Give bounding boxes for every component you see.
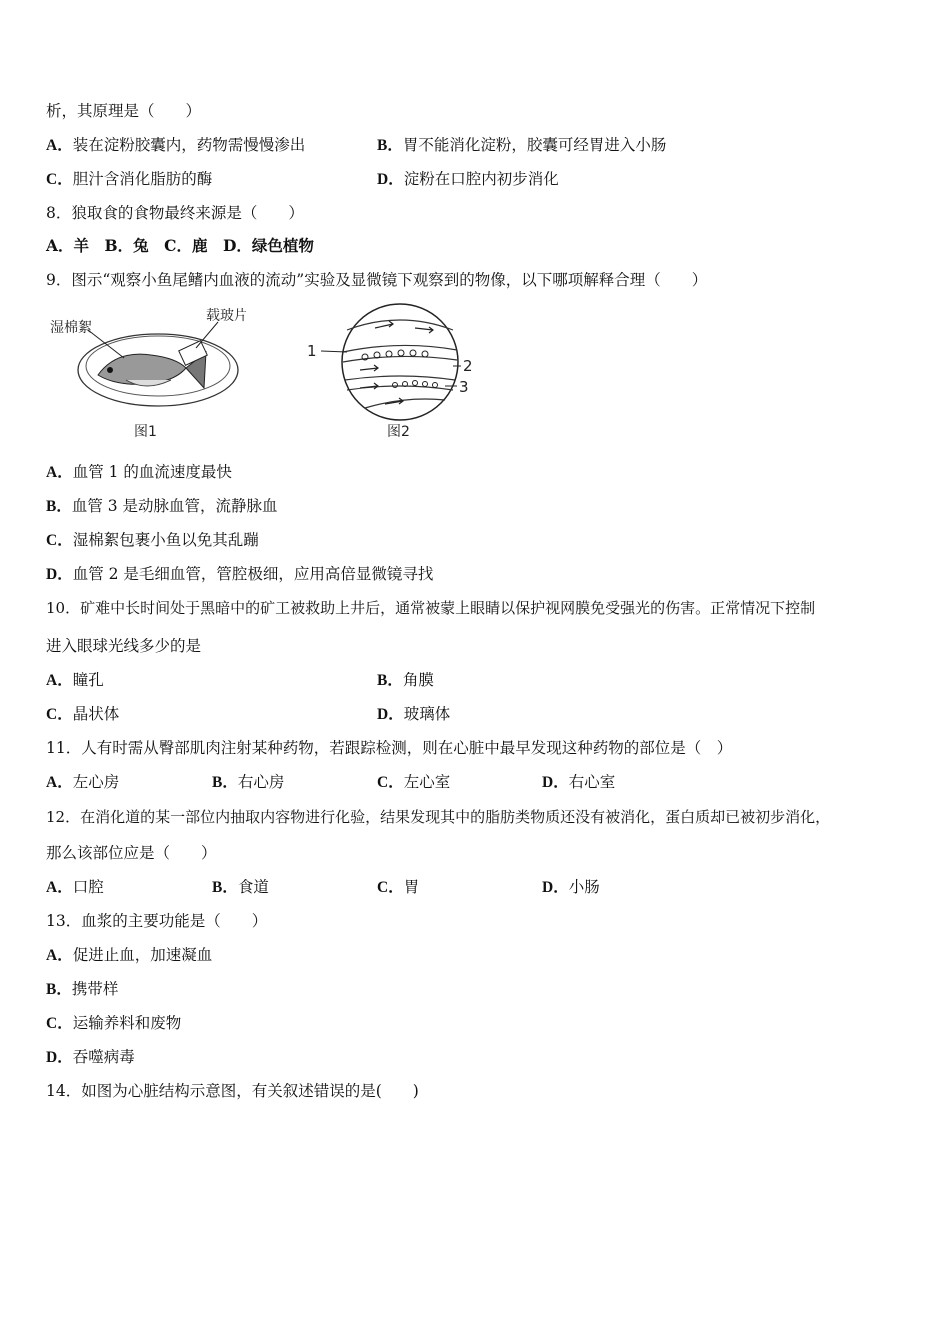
option-key: C． [377, 774, 404, 791]
q12-stem-line1: 12．在消化道的某一部位内抽取内容物进行化验，结果发现其中的脂肪类物质还没有被消化，蛋白质却已被初步消化， [46, 808, 831, 826]
figure-2-microscope-view [305, 300, 480, 445]
q7-option-b [377, 134, 666, 157]
option-key: D． [542, 774, 569, 791]
option-key: A． [46, 464, 73, 481]
wet-cotton-wrap [126, 380, 171, 386]
option-text: 血管 2 是毛细血管，管腔极细，应用高倍显微镜寻找 [72, 565, 434, 583]
q9-option-a [46, 461, 232, 484]
figure-1-petri-dish [46, 300, 246, 445]
option-text: 左心房 [72, 773, 120, 791]
option-text: 淀粉在口腔内初步消化 [403, 170, 559, 188]
petri-dish-illustration [46, 300, 246, 445]
option-key: A． [46, 774, 73, 791]
q11-option-a [46, 771, 119, 794]
q10-stem-line1: 10．矿难中长时间处于黑暗中的矿工被救助上井后，通常被蒙上眼睛以保护视网膜免受强光的伤害。正常情况下控制 [46, 599, 816, 617]
option-key: C． [46, 171, 73, 188]
cotton-pointer-line [88, 330, 124, 358]
q9-option-d [46, 563, 433, 586]
q11-option-d [542, 771, 615, 794]
q12-stem-line2: 那么该部位应是（ ） [46, 844, 217, 862]
q9-stem: 9．图示“观察小鱼尾鳍内血液的流动”实验及显微镜下观察到的物像，以下哪项解释合理（ ） [46, 271, 708, 289]
option-key: D． [542, 879, 569, 896]
option-key: C． [46, 1015, 73, 1032]
option-text: 胃不能消化淀粉，胶囊可经胃进入小肠 [402, 136, 667, 154]
option-key: D． [377, 171, 404, 188]
option-key: A． [46, 137, 73, 154]
q11-stem: 11．人有时需从臀部肌肉注射某种药物，若跟踪检测，则在心脏中最早发现这种药物的部位是（ ） [46, 739, 733, 757]
q10-option-d [377, 703, 450, 726]
q7-option-c [46, 168, 212, 191]
option-text: 装在淀粉胶囊内，药物需慢慢渗出 [72, 136, 306, 154]
q7-option-a [46, 134, 305, 157]
q11-option-b [212, 771, 284, 794]
label-3: 3 [459, 378, 469, 396]
option-key: B． [46, 981, 72, 998]
option-text: 吞噬病毒 [72, 1048, 135, 1066]
option-key: D． [377, 706, 404, 723]
option-key: D． [46, 566, 73, 583]
option-text: 右心房 [237, 773, 285, 791]
q11-option-c [377, 771, 450, 794]
option-text: 携带样 [71, 980, 119, 998]
microscope-field-illustration [305, 300, 480, 445]
q13-option-c [46, 1012, 181, 1035]
q10-option-b [377, 669, 434, 692]
q12-option-b [212, 876, 269, 899]
option-key: B． [212, 879, 238, 896]
option-text: 促进止血，加速凝血 [72, 946, 213, 964]
option-text: 血管 3 是动脉血管，流静脉血 [71, 497, 278, 515]
option-key: C． [46, 706, 73, 723]
option-text: 湿棉絮包裹小鱼以免其乱蹦 [72, 531, 259, 549]
q10-option-c [46, 703, 119, 726]
option-text: 玻璃体 [403, 705, 451, 723]
label-slide: 载玻片 [206, 308, 246, 324]
figure-1-caption: 图1 [134, 424, 157, 440]
option-key: B． [377, 672, 403, 689]
option-text: 口腔 [72, 878, 104, 896]
option-key: D． [46, 1049, 73, 1066]
option-text: 左心室 [403, 773, 451, 791]
label-wet-cotton: 湿棉絮 [50, 320, 92, 336]
option-text: 右心室 [568, 773, 616, 791]
option-key: A． [46, 879, 73, 896]
option-text: 食道 [237, 878, 269, 896]
q9-option-b [46, 495, 278, 518]
q12-option-d [542, 876, 600, 899]
q12-option-c [377, 876, 419, 899]
option-key: B． [46, 498, 72, 515]
q7-option-d [377, 168, 559, 191]
option-text: 小肠 [568, 878, 600, 896]
q14-stem: 14．如图为心脏结构示意图，有关叙述错误的是( ) [46, 1082, 419, 1100]
label-1: 1 [307, 342, 317, 360]
q10-stem-line2: 进入眼球光线多少的是 [46, 637, 202, 655]
q13-stem: 13．血浆的主要功能是（ ） [46, 912, 268, 930]
option-text: 血管 1 的血流速度最快 [72, 463, 232, 481]
option-key: C． [377, 879, 404, 896]
option-text: 晶状体 [72, 705, 120, 723]
option-key: B． [212, 774, 238, 791]
q12-option-a [46, 876, 104, 899]
option-key: C． [46, 532, 73, 549]
q13-option-d [46, 1046, 135, 1069]
q9-option-c [46, 529, 259, 552]
option-text: 胃 [403, 878, 420, 896]
q13-option-b [46, 978, 118, 1001]
option-text: 运输养料和废物 [72, 1014, 182, 1032]
option-text: 胆汁含消化脂肪的酶 [72, 170, 213, 188]
fish-eye [107, 367, 113, 373]
label-2: 2 [463, 357, 473, 375]
q7-stem-tail: 析，其原理是（ ） [46, 102, 202, 120]
option-key: B． [377, 137, 403, 154]
figure-2-caption: 图2 [387, 424, 410, 440]
option-key: A． [46, 947, 73, 964]
q8-options: A．羊 B．兔 C．鹿 D．绿色植物 [46, 236, 314, 255]
option-key: A． [46, 672, 73, 689]
option-text: 瞳孔 [72, 671, 104, 689]
q10-option-a [46, 669, 104, 692]
q8-stem: 8．狼取食的食物最终来源是（ ） [46, 204, 304, 222]
q13-option-a [46, 944, 212, 967]
option-text: 角膜 [402, 671, 434, 689]
